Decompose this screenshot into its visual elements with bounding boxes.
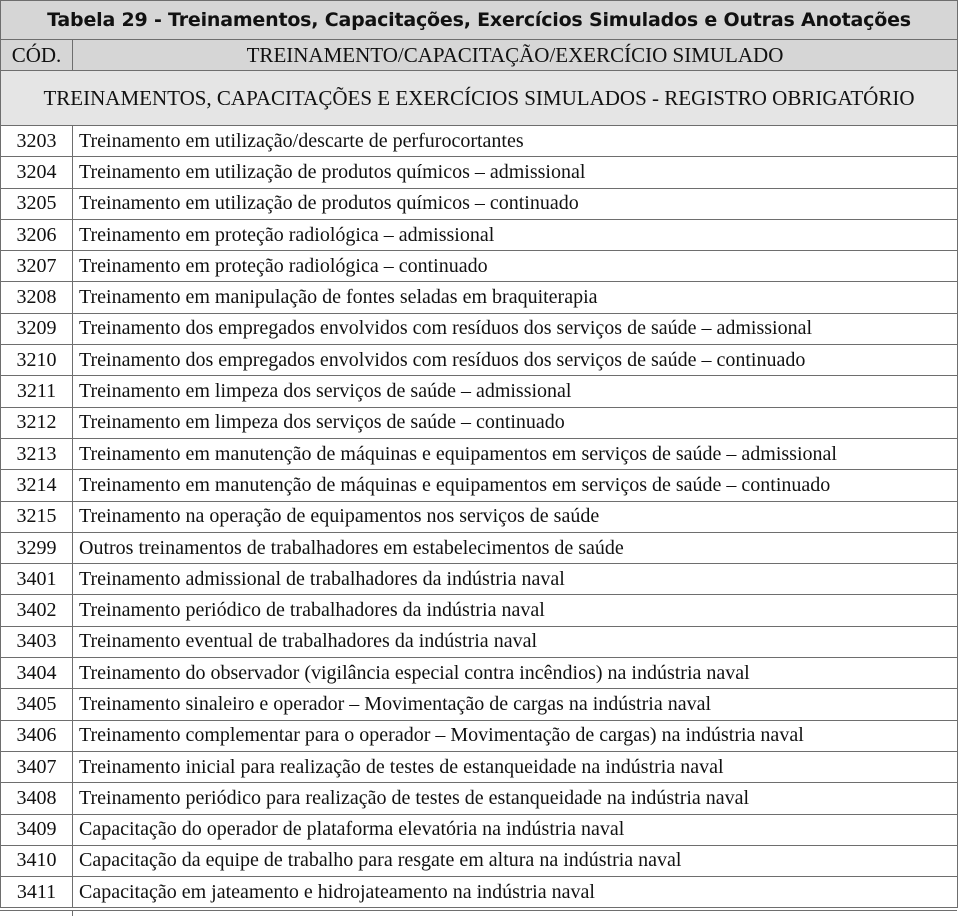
table-row <box>1 282 958 313</box>
table-bottom-border <box>0 910 957 911</box>
row-description: Treinamento na operação de equipamentos nos serviços de saúde <box>73 501 958 532</box>
row-description: Capacitação do operador de plataforma elevatória na indústria naval <box>73 814 958 845</box>
table-row <box>1 157 958 188</box>
row-description: Treinamento em utilização de produtos químicos – admissional <box>73 157 958 188</box>
row-code: 3206 <box>1 219 73 250</box>
row-code: 3404 <box>1 658 73 689</box>
row-code: 3299 <box>1 532 73 563</box>
column-header-code: CÓD. <box>1 40 73 71</box>
row-code: 3401 <box>1 564 73 595</box>
row-code: 3212 <box>1 407 73 438</box>
row-description: Treinamento em manutenção de máquinas e equipamentos em serviços de saúde – admissional <box>73 438 958 469</box>
table-row <box>1 407 958 438</box>
row-code: 3207 <box>1 251 73 282</box>
row-description: Treinamento admissional de trabalhadores da indústria naval <box>73 564 958 595</box>
row-code: 3411 <box>1 877 73 908</box>
table-row <box>1 313 958 344</box>
row-description: Treinamento em utilização/descarte de perfurocortantes <box>73 126 958 157</box>
section-header-row <box>1 71 958 126</box>
row-description: Treinamento em manipulação de fontes seladas em braquiterapia <box>73 282 958 313</box>
table-row <box>1 751 958 782</box>
row-description: Treinamento em utilização de produtos químicos – continuado <box>73 188 958 219</box>
table-row <box>1 564 958 595</box>
table-row <box>1 501 958 532</box>
row-description: Treinamento dos empregados envolvidos com resíduos dos serviços de saúde – continuado <box>73 345 958 376</box>
row-code: 3406 <box>1 720 73 751</box>
row-code: 3203 <box>1 126 73 157</box>
table-row <box>1 251 958 282</box>
table-row <box>1 626 958 657</box>
row-code: 3209 <box>1 313 73 344</box>
row-description: Treinamento eventual de trabalhadores da indústria naval <box>73 626 958 657</box>
table-row <box>1 845 958 876</box>
table-title: Tabela 29 - Treinamentos, Capacitações, Exercícios Simulados e Outras Anotações <box>1 1 958 40</box>
row-code: 3211 <box>1 376 73 407</box>
row-description: Capacitação da equipe de trabalho para resgate em altura na indústria naval <box>73 845 958 876</box>
table-row <box>1 658 958 689</box>
row-code: 3210 <box>1 345 73 376</box>
row-description: Treinamento em manutenção de máquinas e equipamentos em serviços de saúde – continuado <box>73 470 958 501</box>
row-code: 3410 <box>1 845 73 876</box>
row-description: Treinamento em limpeza dos serviços de saúde – continuado <box>73 407 958 438</box>
row-code: 3407 <box>1 751 73 782</box>
row-code: 3215 <box>1 501 73 532</box>
section-header: TREINAMENTOS, CAPACITAÇÕES E EXERCÍCIOS SIMULADOS - REGISTRO OBRIGATÓRIO <box>1 71 958 126</box>
row-code: 3205 <box>1 188 73 219</box>
row-code: 3405 <box>1 689 73 720</box>
row-code: 3214 <box>1 470 73 501</box>
row-description: Treinamento periódico de trabalhadores da indústria naval <box>73 595 958 626</box>
row-code: 3402 <box>1 595 73 626</box>
row-description: Treinamento inicial para realização de testes de estanqueidade na indústria naval <box>73 751 958 782</box>
table-row <box>1 814 958 845</box>
row-code: 3204 <box>1 157 73 188</box>
row-description: Treinamento em limpeza dos serviços de saúde – admissional <box>73 376 958 407</box>
table-row <box>1 720 958 751</box>
row-description: Capacitação em jateamento e hidrojateamento na indústria naval <box>73 877 958 908</box>
table-row <box>1 345 958 376</box>
row-code: 3408 <box>1 783 73 814</box>
row-description: Treinamento do observador (vigilância especial contra incêndios) na indústria naval <box>73 658 958 689</box>
row-description: Treinamento sinaleiro e operador – Movimentação de cargas na indústria naval <box>73 689 958 720</box>
table-title-row <box>1 1 958 40</box>
table-row <box>1 376 958 407</box>
row-description: Treinamento periódico para realização de testes de estanqueidade na indústria naval <box>73 783 958 814</box>
table-row <box>1 689 958 720</box>
table-row <box>1 877 958 908</box>
table-row <box>1 470 958 501</box>
row-description: Treinamento dos empregados envolvidos com resíduos dos serviços de saúde – admissional <box>73 313 958 344</box>
table-row <box>1 438 958 469</box>
row-code: 3213 <box>1 438 73 469</box>
table-row <box>1 532 958 563</box>
row-description: Outros treinamentos de trabalhadores em estabelecimentos de saúde <box>73 532 958 563</box>
table-row <box>1 783 958 814</box>
row-description: Treinamento em proteção radiológica – admissional <box>73 219 958 250</box>
table-bottom-divider <box>72 910 73 916</box>
row-code: 3409 <box>1 814 73 845</box>
table-row <box>1 219 958 250</box>
table-row <box>1 595 958 626</box>
column-header-description: TREINAMENTO/CAPACITAÇÃO/EXERCÍCIO SIMULADO <box>73 40 958 71</box>
row-code: 3208 <box>1 282 73 313</box>
row-code: 3403 <box>1 626 73 657</box>
row-description: Treinamento complementar para o operador – Movimentação de cargas) na indústria naval <box>73 720 958 751</box>
table-row <box>1 188 958 219</box>
row-description: Treinamento em proteção radiológica – continuado <box>73 251 958 282</box>
table-row <box>1 126 958 157</box>
table-header-row <box>1 40 958 71</box>
